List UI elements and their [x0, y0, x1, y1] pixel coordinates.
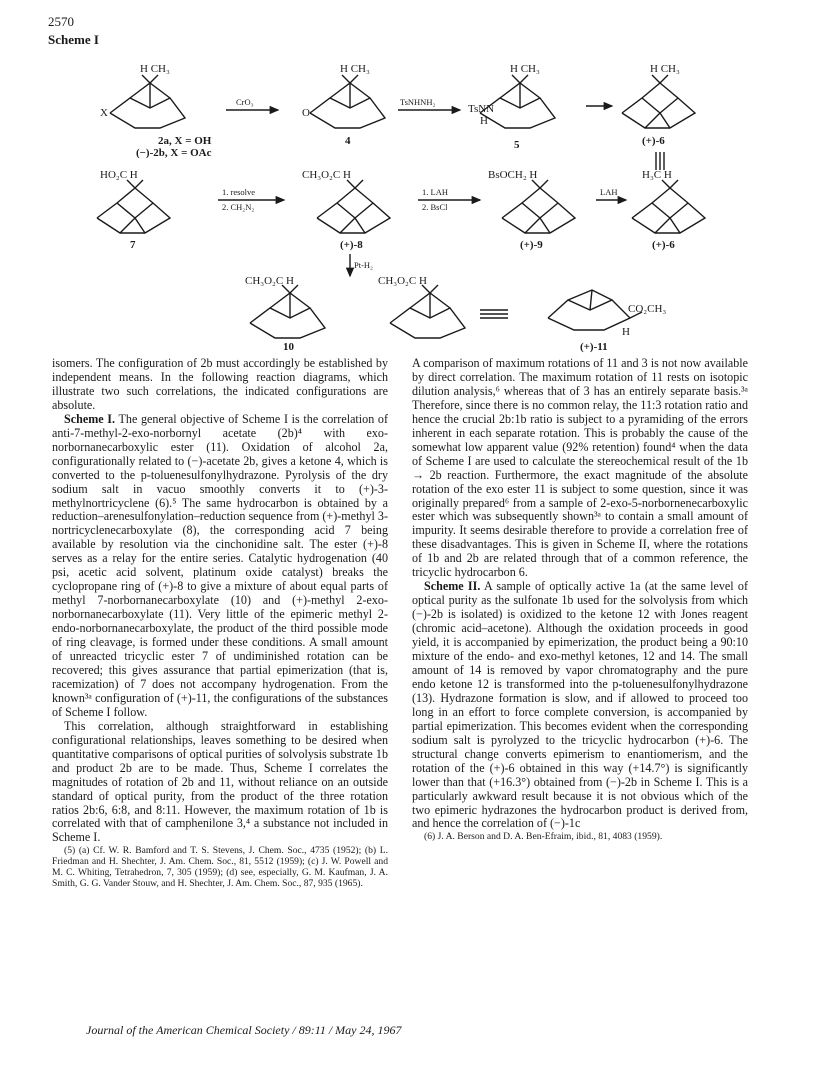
r3-c2-top: CH₃O₂C H [378, 275, 427, 287]
reaction-scheme-svg [40, 48, 800, 358]
r2-c4-label: (+)-6 [652, 239, 675, 251]
compound-8 [317, 180, 390, 233]
left-column [52, 357, 388, 889]
r3-c1-label: 10 [283, 341, 294, 353]
r3-c3-sub: CO₂CH₃ [628, 303, 667, 315]
footnote-5: (5) (a) Cf. W. R. Bamford and T. S. Stevens, J. Chem. Soc., 4735 (1952); (b) L. Friedman and H. Shechter, J. Am. Chem. Soc., 81, 5512 (1959); (c) J. W. Powell and M. C. Whiting, Tetrahedron, 7, 305 (1959); (d) see, especially, G. M. Kaufman, J. A. Smith, G. G. Vander Stouw, and H. Shechter, J. Am. Chem. Soc., 87, 935 (1965). [52, 845, 388, 890]
compound-11a [390, 285, 465, 338]
c4-label: (+)-6 [642, 135, 665, 147]
right-p2-head: Scheme II. [424, 579, 481, 594]
down-arrow-label: Pt-H₂ [354, 260, 374, 270]
r2-c3-top: BsOCH₂ H [488, 169, 538, 181]
c1-sub: X [100, 107, 108, 119]
compound-10 [250, 285, 325, 338]
compound-5 [480, 75, 555, 128]
c3-sub2: H [480, 115, 488, 127]
arrow-2-label: TsNHNH₂ [400, 97, 436, 107]
compound-6-top [622, 75, 695, 128]
equivalence-mark [480, 310, 508, 318]
compound-7 [97, 180, 170, 233]
c4-top: H CH₃ [650, 63, 680, 75]
arrow-r2-1-b: 2. CH₂N₂ [222, 202, 255, 212]
left-p2 [52, 413, 388, 720]
r2-c1-top: HO₂C H [100, 169, 138, 181]
compound-9 [502, 180, 575, 233]
arrow-r2-2-a: 1. LAH [422, 187, 448, 197]
arrow-r2-3-label: LAH [600, 187, 618, 197]
r2-c3-label: (+)-9 [520, 239, 543, 251]
left-p2-body: The general objective of Scheme I is the correlation of anti-7-methyl-2-exo-norbornyl acetate (2b)⁴ with exo-norbornanecarboxylic ester (11). Oxidation of alcohol 2a, configurationally related to (−)-acetate 2b, gives a ketone 4, which is converted to the p-toluenesulfonylhydrazone. Pyrolysis of the dry sodium salt in vacuo smoothly converts it to (+)-3-methylnortricyclene (6).⁵ The same hydrocarbon is obtained by a reduction–arenesulfonylation–reduction sequence from (+)-methyl 3-nortricyclenecarboxylate (8), the corresponding acid 7 being available by resolution via the cinchonidine salt. The ester (+)-8 serves as a relay for the entire series. Catalytic hydrogenation (40 psi, acetic acid solvent, platinum oxide catalyst) breaks the cyclopropane ring of (+)-8 to give a mixture of about equal parts of methyl 7-norbornanecarboxylate (10) and (+)-methyl 2-exo-norbornanecarboxylate (11). Very little of the epimeric methyl 2-endo-norbornanecarboxylate, the product of the third possible mode of ring cleavage, is formed under these conditions. A small amount of unreacted tricyclic ester 7 of undiminished rotation can be recovered; this gives assurance that partial epimerization (that is, racemization) of 7 does not accompany hydrogenation. From the known³ᵃ configuration of (+)-11, the configurations of the substances of Scheme I follow. [52, 411, 389, 719]
arrow-1-label: CrO₃ [236, 97, 254, 107]
c3-sub: TsNN [468, 103, 495, 115]
c2-sub: O [302, 107, 310, 119]
r3-c1-top: CH₃O₂C H [245, 275, 294, 287]
scheme-label: Scheme I [48, 32, 99, 47]
r2-c2-label: (+)-8 [340, 239, 363, 251]
compound-4 [310, 75, 385, 128]
page-number: 2570 [48, 14, 74, 29]
c1-label-b: (−)-2b, X = OAc [136, 147, 212, 159]
right-column [412, 357, 748, 842]
c1-top: H CH₃ [140, 63, 170, 75]
scheme-diagram [40, 48, 800, 358]
arrow-r2-1-a: 1. resolve [222, 187, 256, 197]
c1-label-a: 2a, X = OH [158, 135, 212, 147]
compound-2 [110, 75, 185, 128]
compound-6-bottom [632, 180, 705, 233]
journal-footer: Journal of the American Chemical Society / 89:11 / May 24, 1967 [86, 1023, 402, 1037]
c3-top: H CH₃ [510, 63, 540, 75]
left-p2-head: Scheme I. [64, 411, 116, 426]
right-p2 [412, 580, 748, 831]
c2-top: H CH₃ [340, 63, 370, 75]
identity-mark [656, 152, 664, 170]
left-p3: This correlation, although straightforward in establishing configurational relationships, leaves something to be desired when quantitative comparisons of optical purities of solvolysis substrate 1b and product 2b are to be made. Thus, Scheme I correlates the magnitudes of rotation of 2b and 11, without reliance on an outside standard of optical purity, from the product of the three rotation ratios 2b:6, 6:8, and 8:11. However, the maximum rotation of 1b is correlated with that of camphenilone 3,⁴ a substance not included in Scheme I. [52, 718, 388, 845]
r3-c3-sub2: H [622, 326, 630, 338]
c3-label: 5 [514, 139, 520, 151]
right-p1: A comparison of maximum rotations of 11 and 3 is not now available by direct correlation. The maximum rotation of 11 rests on isotopic dilution analysis,⁶ whereas that of 3 has an entirely separate basis.³ᵃ Therefore, since there is no common relay, the 11:3 rotation ratio and hence the crucial 2b:1b ratio is subject to a pyramiding of the errors inherent in each separate rotation. This is probably the cause of the somewhat low apparent value (92% retention) found⁴ when the data of Scheme I are used to calculate the stereochemical result of the 1b → 2b reaction. Furthermore, the exact magnitude of the absolute rotation of the exo ester 11 is subject to some question, since it was originally prepared⁶ from a sample of 2-exo-5-norbornenecarboxylic ester which was subsequently shown³ᵃ to contain a small amount of impurity. It seems desirable therefore to provide a correlation free of these disadvantages. This is given in Scheme II, where the rotations of 1b and 2b are related through that of a common reference, the tricyclic hydrocarbon 6. [412, 356, 748, 580]
left-p1: isomers. The configuration of 2b must accordingly be established by independent means. In the following reaction diagrams, which illustrate two such correlations, the indicated configurations are absolute. [52, 356, 388, 412]
arrow-r2-2-b: 2. BsCl [422, 202, 448, 212]
c2-label: 4 [345, 135, 351, 147]
r2-c1-label: 7 [130, 239, 136, 251]
r2-c2-top: CH₃O₂C H [302, 169, 351, 181]
r3-c3-label: (+)-11 [580, 341, 608, 353]
r2-c4-top: H₃C H [642, 169, 672, 181]
right-p2-body: A sample of optically active 1a (at the same level of optical purity as the sulfonate 1b used for the solvolysis from which (−)-2b is isolated) is oxidized to the ketone 12 with Jones reagent (chromic acid–acetone). Although the oxidation proceeds in good yield, it is accompanied by epimerization, the product being a 90:10 mixture of the endo- and exo-methyl ketones, 12 and 14. The small amount of 14 is removed by vapor chromatography and the pure endo ketone 12 is transformed into the p-toluenesulfonylhydrazone (13). Hydrazone formation is slow, and if allowed to proceed too long in an effort to force complete conversion, is accompanied by partial epimerization. This becomes evident when the corresponding sodium salt is pyrolyzed to the tricyclic hydrocarbon (+)-6. The structural change converts epimerism to enantiomerism, and the rotation of the (+)-6 obtained in this way (+14.7°) is significantly lower than that (+16.3°) obtained from (−)-2b in Scheme I. This is a particularly awkward result because it is not obvious which of the two epimeric hydrazones the hydrocarbon product is derived from, and hence the correlation of (−)-1c [412, 579, 748, 831]
footnote-6: (6) J. A. Berson and D. A. Ben-Efraim, ibid., 81, 4083 (1959). [424, 831, 663, 843]
